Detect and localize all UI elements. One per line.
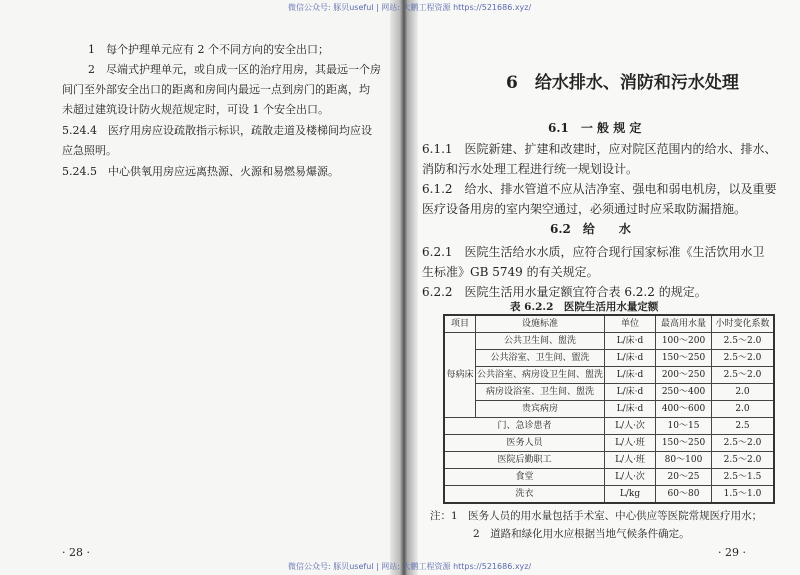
text-line: 消防和污水处理工程进行统一规划设计。	[422, 162, 639, 176]
left-line: 应急照明。	[62, 144, 117, 157]
table-cell: L/床·d	[605, 350, 656, 367]
page-number: · 29 ·	[718, 546, 746, 559]
table-cell: 病房设浴室、卫生间、盥洗	[476, 384, 605, 401]
table-cell: 1.5～1.0	[712, 486, 775, 504]
table-cell: L/床·d	[605, 401, 656, 418]
book-gutter	[390, 0, 418, 575]
left-line: 间门至外部安全出口的距离和房间内最远一点到房门的距离，均	[62, 83, 370, 96]
table-cell: L/床·d	[605, 384, 656, 401]
note-line: 2 道路和绿化用水应根据当地气候条件确定。	[473, 528, 690, 540]
text-line: 6.1.2 给水、排水管道不应从洁净室、强电和弱电机房，以及重要	[422, 182, 777, 196]
table-cell: 贵宾病房	[476, 401, 605, 418]
left-line: 1 每个护理单元应有 2 个不同方向的安全出口；	[88, 43, 329, 56]
table-cell: 2.5～2.0	[712, 435, 775, 452]
text-line: 6.1.1 医院新建、扩建和改建时，应对院区范围内的给水、排水、	[422, 142, 777, 156]
header-cell: 小时变化系数	[712, 315, 775, 333]
table-row	[444, 418, 774, 435]
water-quota-table	[443, 314, 775, 504]
table-cell: 2.0	[712, 401, 775, 418]
table-row	[444, 367, 774, 384]
table-cell: 2.5～2.0	[712, 367, 775, 384]
table-cell: 250～400	[656, 384, 712, 401]
table-cell: 10～15	[656, 418, 712, 435]
table-cell: 洗衣	[444, 486, 605, 504]
table-cell: 60～80	[656, 486, 712, 504]
text-line: 医疗设备用房的室内架空通过，必须通过时应采取防漏措施。	[422, 202, 747, 216]
left-line: 2 尽端式护理单元，或自成一区的治疗用房，其最远一个房	[88, 63, 381, 76]
left-line: 未超过建筑设计防火规范规定时，可设 1 个安全出口。	[62, 103, 329, 116]
table-row	[444, 350, 774, 367]
table-cell: 80～100	[656, 452, 712, 469]
table-cell: L/kg	[605, 486, 656, 504]
header-cell: 单位	[605, 315, 656, 333]
table-cell: 2.5～2.0	[712, 333, 775, 350]
table-row	[444, 486, 774, 504]
table-cell: 门、急诊患者	[444, 418, 605, 435]
table-cell: 医院后勤职工	[444, 452, 605, 469]
table-cell: 2.5～2.0	[712, 452, 775, 469]
table-cell: 医务人员	[444, 435, 605, 452]
section-heading: 6.2 给 水	[550, 222, 631, 236]
table-row	[444, 469, 774, 486]
left-line: 5.24.5 中心供氧用房应远离热源、火源和易燃易爆源。	[62, 165, 339, 178]
table-cell: L/床·d	[605, 333, 656, 350]
table-cell: 公共浴室、卫生间、盥洗	[476, 350, 605, 367]
table-row	[444, 333, 774, 350]
table-cell: 2.5	[712, 418, 775, 435]
table-cell: 食堂	[444, 469, 605, 486]
table-cell: 20～25	[656, 469, 712, 486]
header-cell: 设施标准	[476, 315, 605, 333]
table-header-row	[444, 315, 774, 333]
table-cell: 2.5～1.5	[712, 469, 775, 486]
table-cell: 公共浴室、病房设卫生间、盥洗	[476, 367, 605, 384]
table-row	[444, 384, 774, 401]
table-cell: 200～250	[656, 367, 712, 384]
table-cell: 100～200	[656, 333, 712, 350]
header-cell: 最高用水量	[656, 315, 712, 333]
table-cell: 150～250	[656, 350, 712, 367]
table-cell: L/床·d	[605, 367, 656, 384]
table-row	[444, 452, 774, 469]
table-row	[444, 435, 774, 452]
table-cell: 400～600	[656, 401, 712, 418]
watermark: 微信公众号: 豚贝useful | 网站: 大鹏工程资源 https://521686.xyz/	[288, 3, 532, 12]
text-line: 生标准》GB 5749 的有关规定。	[422, 265, 599, 279]
chapter-title: 6 给水排水、消防和污水处理	[506, 73, 739, 93]
header-cell: 项目	[444, 315, 476, 333]
table-cell: L/人·班	[605, 452, 656, 469]
table-row	[444, 401, 774, 418]
table-cell: 2.0	[712, 384, 775, 401]
page-number: · 28 ·	[62, 546, 90, 559]
text-line: 6.2.2 医院生活用水量定额宜符合表 6.2.2 的规定。	[422, 285, 707, 299]
note-line: 注：1 医务人员的用水量包括手术室、中心供应等医院常规医疗用水；	[430, 510, 763, 522]
watermark: 微信公众号: 豚贝useful | 网站: 大鹏工程资源 https://521686.xyz/	[288, 562, 532, 571]
group-cell: 每病床	[444, 333, 476, 418]
table-cell: 150～250	[656, 435, 712, 452]
table-caption: 表 6.2.2 医院生活用水量定额	[510, 301, 659, 313]
table-cell: 2.5～2.0	[712, 350, 775, 367]
table-cell: L/人·次	[605, 418, 656, 435]
section-heading: 6.1 一 般 规 定	[548, 121, 642, 135]
text-line: 6.2.1 医院生活给水水质，应符合现行国家标准《生活饮用水卫	[422, 245, 765, 259]
table-cell: L/人·次	[605, 469, 656, 486]
table-cell: 公共卫生间、盥洗	[476, 333, 605, 350]
table-cell: L/人·班	[605, 435, 656, 452]
left-line: 5.24.4 医疗用房应设疏散指示标识，疏散走道及楼梯间均应设	[62, 124, 372, 137]
